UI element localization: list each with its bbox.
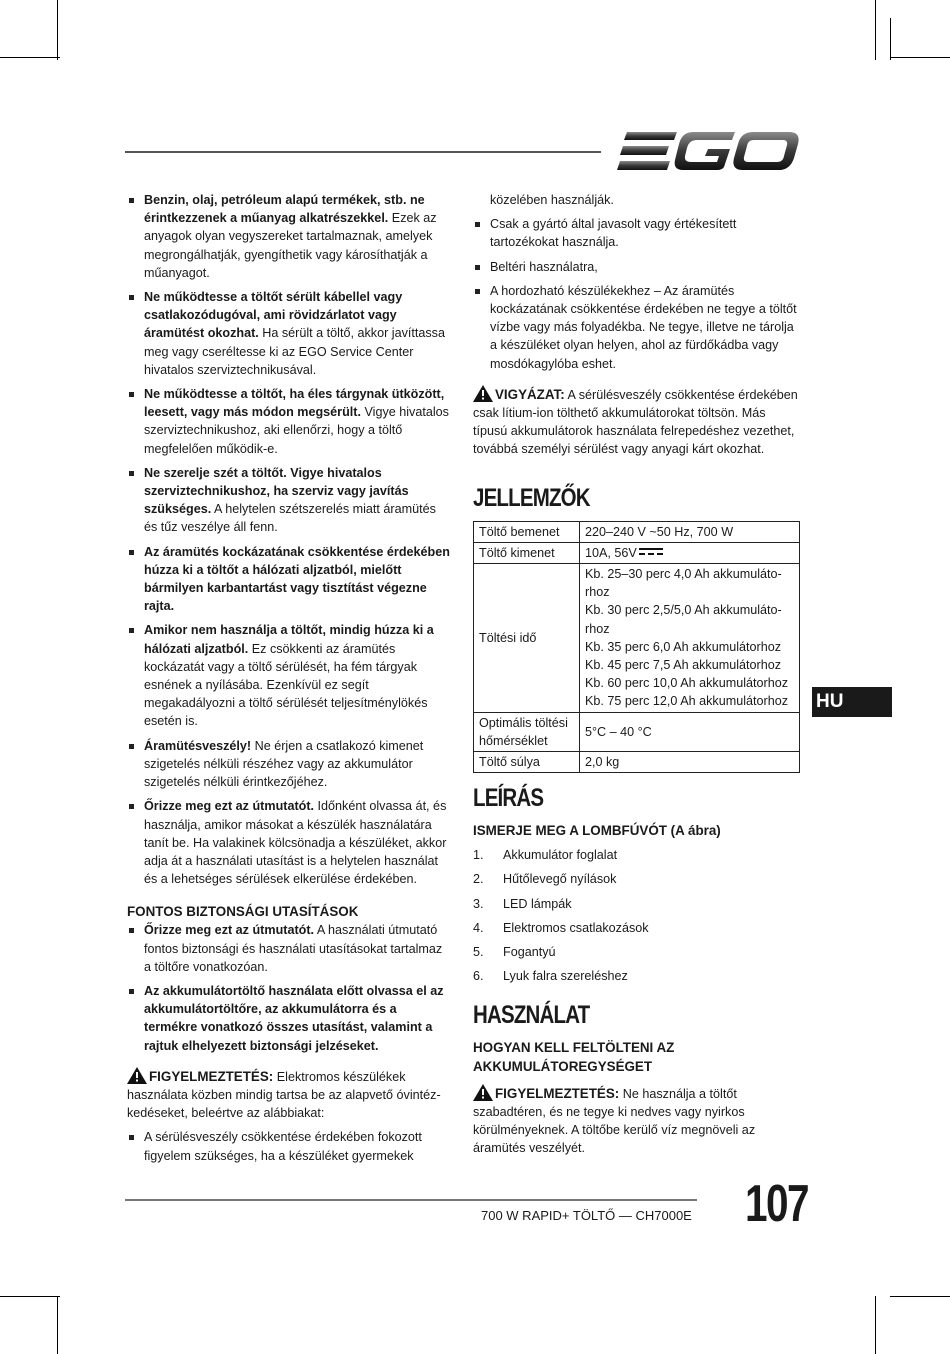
caution-label: VIGYÁZAT: <box>495 386 565 402</box>
list-item-text: A használati útmutató fontos biztonsági és használati utasításokat tartalmaz a töltőre vonatkozóan. <box>144 923 443 974</box>
crop-mark <box>890 18 891 60</box>
know-heading: ISMERJE MEG A LOMBFÚVÓT (A ábra) <box>473 823 721 839</box>
item-label: Fogantyú <box>503 945 556 960</box>
spec-label: Töltő bemenet <box>474 521 580 542</box>
parts-list-item <box>473 895 803 913</box>
crop-mark <box>57 1296 58 1354</box>
list-item: A hordozható készülékekhez – Az áramütés kockázatának csökkentése érdekében ne tegye a töltőt vízbe vagy más folyadékba. Ne tegye, illetve ne tárolja a készüléket olyan helyen, ahol az fürdőkádba vagy mosdókagylóba eshet. <box>473 282 803 373</box>
item-number: 4. <box>473 920 484 935</box>
parts-list-item <box>473 943 803 961</box>
warning-text: Ne használja a töltőt szabadtéren, és ne tegye ki nedves vagy nyirkos körülményeknek. A töltőbe kerülő víz megnöveli az áramütés veszélyét. <box>473 1086 756 1156</box>
charge-heading: HOGYAN KELL FELTÖLTENI AZ AKKUMULÁTOREGYSÉGET <box>473 1039 675 1074</box>
list-item <box>127 797 452 888</box>
warning-paragraph <box>473 1084 803 1158</box>
spec-label: Töltő súlya <box>474 752 580 773</box>
list-item <box>127 385 452 458</box>
list-item <box>127 288 452 379</box>
list-item-bold: Ne működtesse a töltőt sérült kábellel vagy csatlakozódugóval, ami rövidzárlatot vagy áramütést okozhat. <box>144 290 403 341</box>
list-item-bold: Őrizze meg ezt az útmutatót. <box>144 799 315 814</box>
list-item-bold: Áramütésveszély! <box>144 738 252 753</box>
spec-label: Töltési idő <box>474 564 580 713</box>
parts-list-item <box>473 870 803 888</box>
spec-value: 10A, 56V <box>580 542 800 563</box>
crop-mark <box>0 1296 60 1297</box>
spec-value: 2,0 kg <box>580 752 800 773</box>
caution-text: A sérülésveszély csökkentése érdekében csak lítium-ion tölthető akkumulátorokat töltsön. Más típusú akkumulátorok használata felrepedéshez vezethet, továbbá személyi sérülést vagy anyagi kárt okozhat. <box>473 387 798 457</box>
charge-time-line: rhoz <box>585 621 610 636</box>
charge-time-line: Kb. 45 perc 7,5 Ah akkumulátorhoz <box>585 658 782 673</box>
list-item-bold: Amikor nem használja a töltőt, mindig húzza ki a hálózati aljzatból. <box>144 623 434 656</box>
list-item-text: Időnként olvassa át, és használja, amikor másokat a készülék használatára tanít be. Ha valakinek kölcsönadja a készüléket, akkor adja át a használati utasítást is a helytelen használat és a lehetséges sérülések elkerülése érdekében. <box>144 799 447 887</box>
item-label: Elektromos csatlakozások <box>503 920 649 935</box>
charge-time-line: rhoz <box>585 585 610 600</box>
table-row <box>474 542 800 563</box>
use-heading: HASZNÁLAT <box>473 1000 590 1029</box>
spec-table <box>473 521 800 774</box>
list-item <box>127 621 452 730</box>
features-heading: JELLEMZŐK <box>473 483 590 512</box>
page-number: 107 <box>745 1175 808 1233</box>
charge-time-line: Kb. 25–30 perc 4,0 Ah akkumuláto- <box>585 567 782 582</box>
language-tab: HU <box>812 687 892 717</box>
list-item <box>127 921 452 976</box>
safety-instructions-heading: FONTOS BIZTONSÁGI UTASÍTÁSOK <box>127 904 359 920</box>
warning-text: Elektromos készülékek használata közben mindig tartsa be az alapvető óvintéz-kedéseket, beleértve az alábbiakat: <box>127 1069 441 1121</box>
item-label: LED lámpák <box>503 896 572 911</box>
list-item <box>127 464 452 537</box>
table-row <box>474 752 800 773</box>
parts-list-item <box>473 967 803 985</box>
charge-time-line: Kb. 60 perc 10,0 Ah akkumulátorhoz <box>585 676 789 691</box>
list-item-bold: Az akkumulátortöltő használata előtt olvassa el az akkumulátortöltőre, az akkumulátorra és a termékre vonatkozó összes utasítást, valamint a rajtuk elhelyezett biztonsági jelzéseket. <box>144 983 444 1053</box>
list-item: Beltéri használatra, <box>473 258 803 276</box>
list-item <box>127 737 452 792</box>
parts-list-item <box>473 919 803 937</box>
left-column <box>127 191 452 1171</box>
crop-mark <box>890 57 950 58</box>
warning-icon <box>473 1084 493 1101</box>
list-item-text: Ez csökkenti az áramütés kockázatát vagy a töltő sérülését, ha fém tárgyak esnének a nyílásába. Ezenkívül ez segít megakadályozni a töltő sérülését teljesítménylökés esetén is. <box>144 641 428 729</box>
right-column <box>473 191 803 1157</box>
crop-mark <box>875 0 876 60</box>
table-row <box>474 712 800 751</box>
footer-rule <box>125 1199 697 1201</box>
ego-logo <box>617 130 800 172</box>
warning-paragraph <box>127 1067 452 1123</box>
list-item: Csak a gyártó által javasolt vagy értékesített tartozékokat használja. <box>473 215 803 251</box>
spec-label: Optimális töltési hőmérséklet <box>474 712 580 751</box>
item-number: 3. <box>473 896 484 911</box>
charge-time-line: Kb. 35 perc 6,0 Ah akkumulátorhoz <box>585 639 782 654</box>
table-row <box>474 564 800 713</box>
spec-value: 220–240 V ~50 Hz, 700 W <box>580 521 800 542</box>
list-item-bold: Az áramütés kockázatának csökkentése érdekében húzza ki a töltőt a hálózati aljzatból, mielőtt bármilyen karbantartást vagy tisztítást végezne rajta. <box>144 544 450 614</box>
crop-mark <box>875 1296 876 1354</box>
spec-value <box>580 564 800 713</box>
item-number: 1. <box>473 848 484 863</box>
list-item <box>127 543 452 616</box>
crop-mark <box>0 57 60 58</box>
crop-mark <box>890 1296 950 1297</box>
list-item-bold: Benzin, olaj, petróleum alapú termékek, stb. ne érintkezzenek a műanyag alkatrészekkel. <box>144 193 425 226</box>
warning-label: FIGYELMEZTETÉS: <box>149 1068 274 1084</box>
crop-mark <box>57 0 58 60</box>
item-number: 2. <box>473 872 484 887</box>
table-row <box>474 521 800 542</box>
item-label: Lyuk falra szereléshez <box>503 969 628 984</box>
list-item-bold: Ne szerelje szét a töltőt. Vigye hivatalos szerviztechnikushoz, ha szerviz vagy javítás szükséges. <box>144 465 409 517</box>
caution-paragraph <box>473 385 803 459</box>
charge-time-line: Kb. 75 perc 12,0 Ah akkumulátorhoz <box>585 694 789 709</box>
warning-icon <box>473 385 493 402</box>
spec-label: Töltő kimenet <box>474 542 580 563</box>
list-item <box>127 982 452 1055</box>
list-item-text: A helytelen szétszerelés miatt áramütés és tűz veszélye áll fenn. <box>144 502 436 535</box>
continued-text: közelében használják. <box>490 193 614 207</box>
warning-icon <box>127 1067 147 1084</box>
parts-list-item <box>473 846 803 864</box>
warning-label: FIGYELMEZTETÉS: <box>495 1085 620 1101</box>
list-item-bold: Ne működtesse a töltőt, ha éles tárgynak ütközött, leesett, vagy más módon megsérült. <box>144 387 445 420</box>
list-item: A sérülésveszély csökkentése érdekében fokozott figyelem szükséges, ha a készüléket gyermekek <box>127 1128 452 1164</box>
item-label: Hűtőlevegő nyílások <box>503 872 617 887</box>
header-rule <box>125 151 601 153</box>
item-label: Akkumulátor foglalat <box>503 848 618 863</box>
spec-value: 5°C – 40 °C <box>580 712 800 751</box>
list-item <box>127 191 452 282</box>
list-item-bold: Őrizze meg ezt az útmutatót. <box>144 923 315 938</box>
list-item-text: Ezek az anyagok olyan vegyszereket tartalmaznak, amelyek megrongálhatják, gyengíthetik vagy károsíthatják a műanyagot. <box>144 211 437 280</box>
item-number: 5. <box>473 945 484 960</box>
dc-symbol-icon <box>639 548 663 556</box>
description-heading: LEÍRÁS <box>473 784 544 813</box>
list-item-text: Ha sérült a töltő, akkor javíttassa meg vagy cseréltesse ki az EGO Service Center hivatalos szerviztechnikusával. <box>144 326 445 377</box>
list-item-text: Ne érjen a csatlakozó kimenet szigetelés nélküli részéhez vagy az akkumulátor szigetelés nélküli érintkezőjéhez. <box>144 738 424 790</box>
item-number: 6. <box>473 969 484 984</box>
charge-time-line: Kb. 30 perc 2,5/5,0 Ah akkumuláto- <box>585 603 782 618</box>
footer-title: 700 W RAPID+ TÖLTŐ — CH7000E <box>481 1208 692 1223</box>
list-item-text: Vigye hivatalos szerviztechnikushoz, aki ellenőrzi, hogy a töltő megfelelően működik-e. <box>144 405 449 456</box>
